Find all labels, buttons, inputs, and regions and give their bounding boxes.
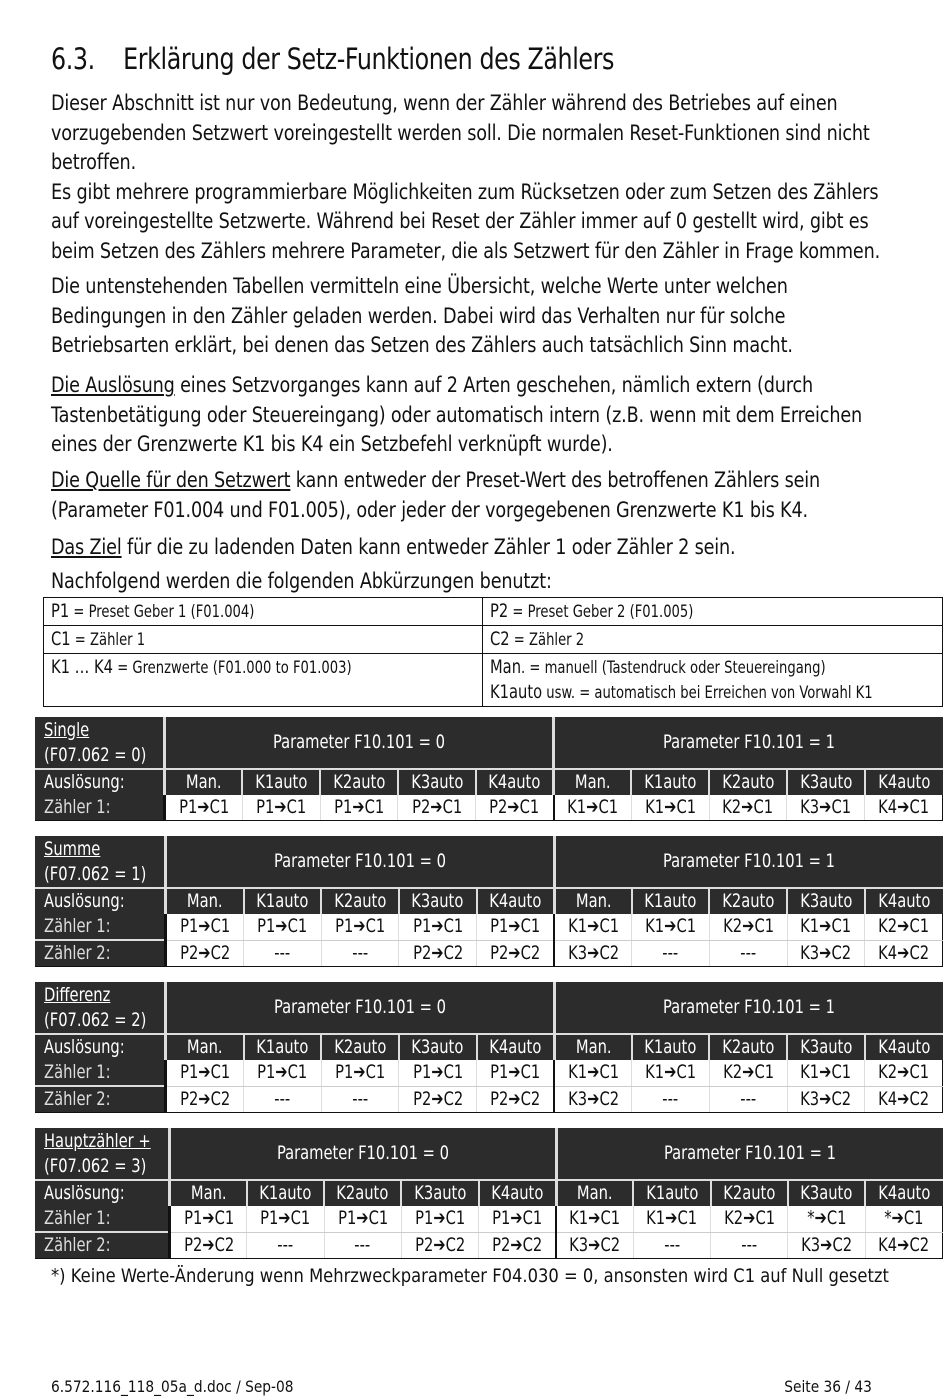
abbreviation-cell: P2 = Preset Geber 2 (F01.005) xyxy=(483,598,943,626)
text-line: Tastenbetätigung oder Steuereingang) oder automatisch intern (z.B. wenn mit dem Erreichen xyxy=(51,402,863,427)
trigger-header: Man. xyxy=(556,1180,633,1206)
trigger-header: K4auto xyxy=(477,1034,555,1060)
differenz-mode-table xyxy=(35,982,943,1113)
trigger-row-label: Auslösung: xyxy=(35,1034,166,1060)
summe-mode-table xyxy=(35,836,943,967)
text-line: Nachfolgend werden die folgenden Abkürzungen benutzt: xyxy=(51,569,552,593)
parameter-group-header: Parameter F10.101 = 0 xyxy=(166,982,554,1034)
table-cell: K3➔C1 xyxy=(787,795,865,821)
table-cell: K3➔C2 xyxy=(788,1232,865,1259)
table-cell: K1➔C1 xyxy=(554,795,632,821)
table-cell: P1➔C1 xyxy=(401,1206,478,1232)
trigger-header: K3auto xyxy=(399,1034,477,1060)
counter-row-label: Zähler 2: xyxy=(35,1086,166,1113)
counter-row-label: Zähler 2: xyxy=(35,940,166,967)
paragraph-intro xyxy=(51,89,880,266)
trigger-header: K1auto xyxy=(633,1180,710,1206)
section-heading xyxy=(51,42,614,76)
table-cell: *➔C1 xyxy=(865,1206,942,1232)
abbreviation-cell: K1 … K4 = Grenzwerte (F01.000 to F01.003) xyxy=(44,654,483,707)
table-cell: --- xyxy=(709,940,787,967)
text-line: Die Quelle für den Setzwert kann entweder der Preset-Wert des betroffenen Zählers sein xyxy=(51,468,821,492)
table-cell: P1➔C1 xyxy=(479,1206,556,1232)
table-cell: --- xyxy=(247,1232,324,1259)
text-line: beim Setzen des Zählers mehrere Parameter, die als Setzwert für den Zähler in Frage kommen. xyxy=(51,238,881,263)
text-line: Es gibt mehrere programmierbare Möglichkeiten zum Rücksetzen oder zum Setzen des Zählers xyxy=(51,179,879,204)
table-cell: K1➔C1 xyxy=(633,1206,710,1232)
trigger-header: K1auto xyxy=(632,1034,710,1060)
table-cell: P2➔C2 xyxy=(399,1086,477,1113)
table-cell: *➔C1 xyxy=(788,1206,865,1232)
mode-label: Differenz (F07.062 = 2) xyxy=(35,982,166,1034)
term-trigger: Die Auslösung xyxy=(51,373,175,397)
table-cell: P1➔C1 xyxy=(477,1060,555,1086)
table-cell: K2➔C1 xyxy=(709,914,787,940)
single-mode-table xyxy=(35,717,943,821)
table-cell: P1➔C1 xyxy=(170,1206,247,1232)
trigger-header: K2auto xyxy=(320,769,398,795)
table-cell: K2➔C1 xyxy=(865,1060,943,1086)
table-cell: K1➔C1 xyxy=(631,795,709,821)
table-cell: K3➔C2 xyxy=(787,940,865,967)
table-cell: --- xyxy=(633,1232,710,1259)
text-line: Das Ziel für die zu ladenden Daten kann entweder Zähler 1 oder Zähler 2 sein. xyxy=(51,535,736,559)
trigger-header: K4auto xyxy=(865,1034,943,1060)
trigger-row-label: Auslösung: xyxy=(35,888,166,914)
table-cell: K2➔C1 xyxy=(711,1206,788,1232)
table-cell: K2➔C1 xyxy=(709,1060,787,1086)
abbreviation-table xyxy=(43,597,943,707)
counter-row-label: Zähler 1: xyxy=(35,795,165,821)
table-cell: P1➔C1 xyxy=(399,1060,477,1086)
mode-label: Hauptzähler + (F07.062 = 3) xyxy=(35,1128,170,1180)
trigger-header: K2auto xyxy=(321,888,399,914)
trigger-header: Man. xyxy=(166,888,244,914)
table-cell: K3➔C2 xyxy=(554,940,632,967)
table-cell: K3➔C2 xyxy=(556,1232,633,1259)
term-target: Das Ziel xyxy=(51,535,122,559)
text-line: eines der Grenzwerte K1 bis K4 ein Setzbefehl verknüpft wurde). xyxy=(51,432,613,456)
table-cell: P1➔C1 xyxy=(321,914,399,940)
table-cell: K1➔C1 xyxy=(787,1060,865,1086)
abbreviation-row xyxy=(44,654,943,707)
table-row xyxy=(35,1086,943,1113)
section-title: Erklärung der Setz-Funktionen des Zählers xyxy=(123,42,614,76)
trigger-header: Man. xyxy=(165,769,243,795)
footer-page-number: Seite 36 / 43 xyxy=(784,1377,872,1396)
counter-row-label: Zähler 1: xyxy=(35,914,166,940)
trigger-header: K1auto xyxy=(632,888,710,914)
table-cell: P1➔C1 xyxy=(320,795,398,821)
hauptzaehler-mode-table xyxy=(35,1128,943,1259)
trigger-header: Man. xyxy=(170,1180,247,1206)
trigger-header: Man. xyxy=(554,1034,632,1060)
abbreviation-cell: P1 = Preset Geber 1 (F01.004) xyxy=(44,598,483,626)
table-cell: K4➔C2 xyxy=(865,1232,942,1259)
trigger-header: K2auto xyxy=(321,1034,399,1060)
footer-document-id: 6.572.116_118_05a_d.doc / Sep-08 xyxy=(51,1377,294,1396)
table-cell: P1➔C1 xyxy=(399,914,477,940)
table-cell: P1➔C1 xyxy=(166,914,244,940)
text-line: Dieser Abschnitt ist nur von Bedeutung, wenn der Zähler während des Betriebes auf einen xyxy=(51,91,838,115)
table-cell: P1➔C1 xyxy=(477,914,555,940)
table-row xyxy=(35,914,943,940)
table-cell: K1➔C1 xyxy=(554,1060,632,1086)
trigger-header: Man. xyxy=(166,1034,244,1060)
table-cell: K1➔C1 xyxy=(554,914,632,940)
trigger-header: K3auto xyxy=(787,1034,865,1060)
trigger-header: K2auto xyxy=(709,888,787,914)
trigger-header: Man. xyxy=(554,888,632,914)
paragraph-trigger xyxy=(51,371,862,460)
trigger-header: K4auto xyxy=(865,769,943,795)
trigger-header: K4auto xyxy=(479,1180,556,1206)
parameter-group-header: Parameter F10.101 = 1 xyxy=(556,1128,943,1180)
trigger-header: K1auto xyxy=(242,769,320,795)
table-cell: --- xyxy=(632,1086,710,1113)
table-cell: P1➔C1 xyxy=(244,914,322,940)
table-cell: K3➔C2 xyxy=(554,1086,632,1113)
table-cell: P1➔C1 xyxy=(324,1206,401,1232)
trigger-header: K3auto xyxy=(398,769,476,795)
paragraph-abbreviations-intro xyxy=(51,567,552,597)
table-cell: K4➔C1 xyxy=(865,795,943,821)
counter-row-label: Zähler 1: xyxy=(35,1206,170,1232)
trigger-header: K3auto xyxy=(401,1180,478,1206)
trigger-header: K1auto xyxy=(247,1180,324,1206)
parameter-group-header: Parameter F10.101 = 0 xyxy=(170,1128,556,1180)
text-line: Betriebsarten erklärt, bei denen das Setzen des Zählers auch tatsächlich Sinn macht. xyxy=(51,333,793,357)
table-cell: --- xyxy=(321,940,399,967)
parameter-group-header: Parameter F10.101 = 0 xyxy=(166,836,554,888)
table-cell: P2➔C1 xyxy=(398,795,476,821)
abbreviation-cell: C2 = Zähler 2 xyxy=(483,626,943,654)
table-cell: --- xyxy=(244,1086,322,1113)
paragraph-target xyxy=(51,533,735,563)
trigger-header: K3auto xyxy=(787,888,865,914)
trigger-header: K2auto xyxy=(709,1034,787,1060)
table-cell: K1➔C1 xyxy=(632,1060,710,1086)
parameter-group-header: Parameter F10.101 = 1 xyxy=(554,717,943,769)
table-cell: P2➔C2 xyxy=(170,1232,247,1259)
table-row xyxy=(35,1232,943,1259)
table-cell: --- xyxy=(324,1232,401,1259)
trigger-header: K1auto xyxy=(244,888,322,914)
abbreviation-cell: Man. = manuell (Tastendruck oder Steuereingang) K1auto usw. = automatisch bei Erreichen von Vorwahl K1 xyxy=(483,654,943,707)
trigger-header: K3auto xyxy=(788,1180,865,1206)
text-line: Bedingungen in den Zähler geladen werden. Dabei wird das Verhalten nur für solche xyxy=(51,303,786,328)
abbreviation-row xyxy=(44,598,943,626)
paragraph-source xyxy=(51,466,820,525)
table-row xyxy=(35,1206,943,1232)
trigger-header: K2auto xyxy=(711,1180,788,1206)
trigger-header: K4auto xyxy=(865,1180,942,1206)
table-cell: K1➔C1 xyxy=(787,914,865,940)
text-line: Die Auslösung eines Setzvorganges kann auf 2 Arten geschehen, nämlich extern (durch xyxy=(51,373,814,397)
table-cell: P1➔C1 xyxy=(242,795,320,821)
table-cell: K4➔C2 xyxy=(865,940,943,967)
trigger-header: K4auto xyxy=(865,888,943,914)
trigger-header: Man. xyxy=(554,769,632,795)
trigger-header: K2auto xyxy=(709,769,787,795)
table-cell: --- xyxy=(321,1086,399,1113)
table-row xyxy=(35,795,943,821)
table-cell: P2➔C2 xyxy=(477,1086,555,1113)
trigger-header: K3auto xyxy=(399,888,477,914)
text-line: Die untenstehenden Tabellen vermitteln eine Übersicht, welche Werte unter welchen xyxy=(51,274,788,298)
parameter-group-header: Parameter F10.101 = 0 xyxy=(165,717,554,769)
table-cell: K2➔C1 xyxy=(709,795,787,821)
table-cell: P1➔C1 xyxy=(247,1206,324,1232)
table-row xyxy=(35,1060,943,1086)
table-cell: P2➔C2 xyxy=(166,940,244,967)
table-cell: --- xyxy=(709,1086,787,1113)
text-line: betroffen. xyxy=(51,150,137,174)
term-source: Die Quelle für den Setzwert xyxy=(51,468,291,492)
table-cell: P2➔C1 xyxy=(476,795,554,821)
mode-label: Summe (F07.062 = 1) xyxy=(35,836,166,888)
table-cell: P1➔C1 xyxy=(166,1060,244,1086)
trigger-row-label: Auslösung: xyxy=(35,769,165,795)
footnote: *) Keine Werte-Änderung wenn Mehrzweckparameter F04.030 = 0, ansonsten wird C1 auf Null gesetzt xyxy=(51,1265,889,1287)
text-line: auf voreingestellte Setzwerte. Während bei Reset der Zähler immer auf 0 gestellt wird, gibt es xyxy=(51,209,869,233)
table-cell: --- xyxy=(711,1232,788,1259)
trigger-header: K1auto xyxy=(244,1034,322,1060)
table-cell: P1➔C1 xyxy=(244,1060,322,1086)
section-number: 6.3. xyxy=(51,42,95,76)
table-cell: P1➔C1 xyxy=(165,795,243,821)
counter-row-label: Zähler 2: xyxy=(35,1232,170,1259)
trigger-header: K2auto xyxy=(324,1180,401,1206)
mode-label: Single (F07.062 = 0) xyxy=(35,717,165,769)
parameter-group-header: Parameter F10.101 = 1 xyxy=(554,836,942,888)
trigger-header: K3auto xyxy=(787,769,865,795)
table-cell: K2➔C1 xyxy=(865,914,943,940)
trigger-header: K1auto xyxy=(631,769,709,795)
counter-row-label: Zähler 1: xyxy=(35,1060,166,1086)
table-cell: P2➔C2 xyxy=(166,1086,244,1113)
table-cell: --- xyxy=(244,940,322,967)
table-cell: --- xyxy=(632,940,710,967)
table-cell: P2➔C2 xyxy=(401,1232,478,1259)
text-line: vorzugebenden Setzwert voreingestellt werden soll. Die normalen Reset-Funktionen sind nicht xyxy=(51,120,870,145)
trigger-header: K4auto xyxy=(477,888,555,914)
table-cell: P2➔C2 xyxy=(399,940,477,967)
abbreviation-cell: C1 = Zähler 1 xyxy=(44,626,483,654)
table-cell: P2➔C2 xyxy=(479,1232,556,1259)
table-cell: P2➔C2 xyxy=(477,940,555,967)
parameter-group-header: Parameter F10.101 = 1 xyxy=(554,982,942,1034)
table-cell: P1➔C1 xyxy=(321,1060,399,1086)
trigger-row-label: Auslösung: xyxy=(35,1180,170,1206)
table-cell: K1➔C1 xyxy=(632,914,710,940)
text-line: (Parameter F01.004 und F01.005), oder jeder der vorgegebenen Grenzwerte K1 bis K4. xyxy=(51,497,808,522)
table-cell: K4➔C2 xyxy=(865,1086,943,1113)
table-row xyxy=(35,940,943,967)
table-cell: K3➔C2 xyxy=(787,1086,865,1113)
table-cell: K1➔C1 xyxy=(556,1206,633,1232)
paragraph-overview xyxy=(51,272,793,361)
trigger-header: K4auto xyxy=(476,769,554,795)
abbreviation-row xyxy=(44,626,943,654)
